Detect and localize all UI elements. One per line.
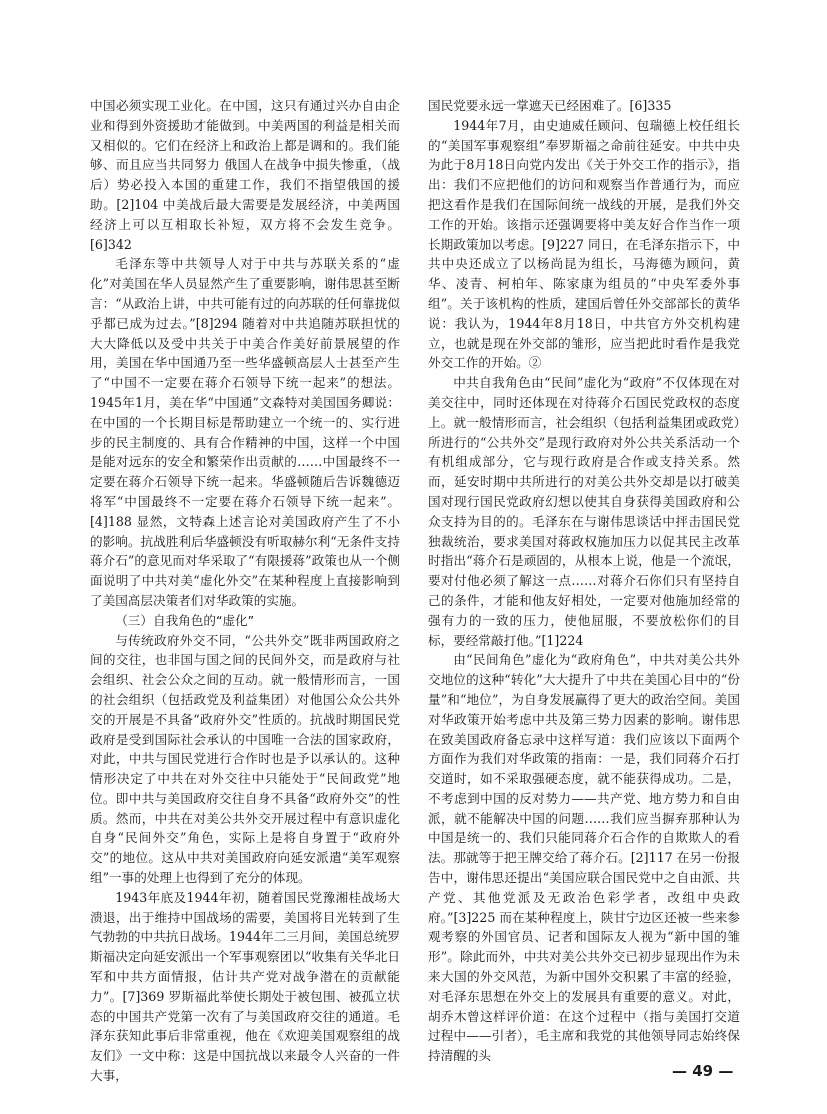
left-paragraph-2: 毛泽东等中共领导人对于中共与苏联关系的“虚化”对美国在华人员显然产生了重要影响，谢伟思甚至断言：“从政治上讲，中共可能有过的向苏联的任何靠拢似乎都已成为过去。”[8]294 随着对中共追随苏联担忧的大大降低以及受中共关于中美合作美好前景展望的作用，美国在华中国通乃至一些华盛顿高层人士甚至产生了“中国不一定要在蒋介石领导下统一起来”的想法。1945年1月，美在华“中国通”文森特对美国国务卿说：在中国的一个长期目标是帮助建立一个统一的、实行进步的民主制度的、具有合作精神的中国，这样一个中国是能对远东的安全和繁荣作出贡献的……中国最终不一定要在蒋介石领导下统一起来。华盛顿随后告诉魏德迈将军“中国最终不一定要在蒋介石领导下统一起来”。[4]188 显然，文特森上述言论对美国政府产生了不小的影响。抗战胜利后华盛顿没有听取赫尔利“无条件支持蒋介石”的意见而对华采取了“有限援蒋”政策也从一个侧面说明了中共对美“虚化外交”在某种程度上直接影响到了美国高层决策者们对华政策的实施。 bbox=[90, 256, 400, 608]
left-paragraph-1: 中国必须实现工业化。在中国，这只有通过兴办自由企业和得到外资援助才能做到。中美两国的利益是相关而又相似的。它们在经济上和政治上都是调和的。我们能够、而且应当共同努力 俄国人在战争中损失惨重，（战后）势必投入本国的重建工作，我们不指望俄国的援助。[2]104 中美战后最大需要是发展经济，中美两国经济上可以互相取长补短，双方将不会发生竞争。[6]342 bbox=[90, 98, 400, 252]
left-paragraph-4: 1943年底及1944年初，随着国民党豫湘桂战场大溃退，出于维持中国战场的需要，美国将目光转到了生气勃勃的中共抗日战场。1944年二三月间，美国总统罗斯福决定向延安派出一个军事观察团以“收集有关华北日军和中共方面情报，估计共产党对战争潜在的贡献能力”。[7]369 罗斯福此举使长期处于被包围、被孤立状态的中国共产党第一次有了与美国政府交往的通道。毛泽东获知此事后非常重视，他在《欢迎美国观察组的战友们》一文中称：这是中国抗战以来最令人兴奋的一件大事， bbox=[90, 889, 400, 1084]
page-number: — 49 — bbox=[672, 1062, 734, 1080]
right-paragraph-1: 国民党要永远一掌遮天已经困难了。[6]335 bbox=[428, 98, 672, 113]
left-column bbox=[90, 96, 400, 1086]
right-column bbox=[428, 96, 740, 1066]
section-heading: （三）自我角色的“虚化” bbox=[115, 612, 255, 628]
right-paragraph-3: 中共自我角色由“民间”虚化为“政府”不仅体现在对美交往中，同时还体现在对待蒋介石国民党政权的态度上。就一般情形而言，社会组织（包括利益集团或政党）所进行的“公共外交”是现行政府对外公共关系活动一个有机组成部分，它与现行政府是合作或支持关系。然而，延安时期中共所进行的对美公共外交却是以打破美国对现行国民党政府幻想以使其自身获得美国政府和公众支持为目的的。毛泽东在与谢伟思谈话中抨击国民党独裁统治，要求美国对蒋政权施加压力以促其民主改革时指出“蒋介石是顽固的，从根本上说，他是一个流氓，要对付他必须了解这一点……对蒋介石你们只有坚持自己的条件，才能和他友好相处，一定要对他施加经常的强有力的一致的压力，使他屈服，不要放松你们的目标，要经常敲打他。”[1]224 bbox=[428, 375, 740, 648]
right-paragraph-4: 由“民间角色”虚化为“政府角色”，中共对美公共外交地位的这种“转化”大大提升了中共在美国心目中的“份量”和“地位”，为自身发展赢得了更大的政治空间。美国对华政策开始考虑中共及第三势力因素的影响。谢伟思在致美国政府备忘录中这样写道：我们应该以下面两个方面作为我们对华政策的指南：一是，我们同蒋介石打交道时，如不采取强硬态度，就不能获得成功。二是，不考虑到中国的反对势力——共产党、地方势力和自由派，就不能解决中国的问题……我们应当摒弃那种认为中国是统一的、我们只能同蒋介石合作的自欺欺人的看法。那就等于把王牌交给了蒋介石。[2]117 在另一份报告中，谢伟思还提出“美国应联合国民党中之自由派、共产党、其他党派及无政治色彩学者，改组中央政府。”[3]225 而在某种程度上，陕甘宁边区还被一些来参观考察的外国官员、记者和国际友人视为“新中国的雏形”。除此而外，中共对美公共外交已初步显现出作为未来大国的外交风范，为新中国外交积累了丰富的经验，对毛泽东思想在外交上的发展具有重要的意义。对此，胡乔木曾这样评价道：在这个过程中（指与美国打交道过程中——引者），毛主席和我党的其他领导同志始终保持清醒的头 bbox=[428, 652, 740, 1064]
left-paragraph-3: 与传统政府外交不同，“公共外交”既非两国政府之间的交往，也非国与国之间的民间外交，而是政府与社会组织、社会公众之间的互动。就一般情形而言，一国的社会组织（包括政党及利益集团）对他国公众公共外交的开展是不具备“政府外交”性质的。抗战时期国民党政府是受到国际社会承认的中国唯一合法的国家政府，对此，中共与国民党进行合作时也是予以承认的。这种情形决定了中共在对外交往中只能处于“民间政党”地位。即中共与美国政府交往自身不具备“政府外交”的性质。然而，中共在对美公共外交开展过程中有意识虚化自身“民间外交”角色，实际上是将自身置于“政府外交”的地位。这从中共对美国政府向延安派遣“美军观察组”一事的处理上也得到了充分的体现。 bbox=[90, 632, 400, 886]
right-paragraph-2: 1944年7月，由史迪威任顾问、包瑞德上校任组长的“美国军事观察组”奉罗斯福之命前往延安。中共中央为此于8月18日向党内发出《关于外交工作的指示》，指出：我们不应把他们的访问和观察当作普通行为，而应把这看作是我们在国际间统一战线的开展，是我们外交工作的开始。该指示还强调要将中美友好合作当作一项长期政策加以考虑。[9]227 同日，在毛泽东指示下，中共中央还成立了以杨尚昆为组长，马海德为顾问，黄华、凌青、柯柏年、陈家康为组员的“中央军委外事组”。关于该机构的性质，建国后曾任外交部部长的黄华说：我认为，1944年8月18日，中共官方外交机构建立，也就是现在外交部的雏形，应当把此时看作是我党外交工作的开始。② bbox=[428, 117, 740, 371]
